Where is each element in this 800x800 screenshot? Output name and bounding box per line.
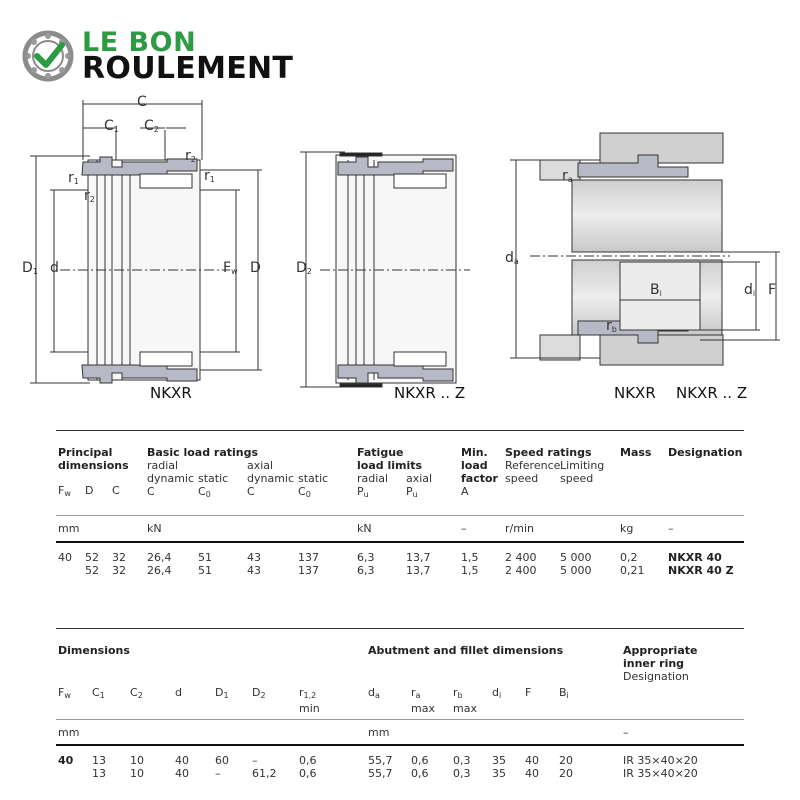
- t1-r2-pur: 6,3: [357, 564, 375, 577]
- dim-label-di: $d_i$: [744, 282, 756, 298]
- brand-logo: [22, 28, 302, 88]
- t1-rule-1: [56, 515, 744, 516]
- t1-head-fatigue: Fatigue load limits: [357, 446, 423, 472]
- caption-nkxr-z-1: NKXR .. Z: [394, 384, 466, 402]
- t1-r2-ca: 43: [247, 564, 261, 577]
- t2-r2-d2: 61,2: [252, 767, 277, 780]
- caption-nkxr-z-2: NKXR .. Z: [676, 384, 748, 402]
- caption-nkxr-2: NKXR: [614, 384, 656, 402]
- t1-r1-c0r: 51: [198, 551, 212, 564]
- t1-r1-pur: 6,3: [357, 551, 375, 564]
- t2-unit-mm: mm: [58, 726, 80, 739]
- t2-col-bi: $B_i$: [559, 686, 569, 700]
- t2-col-fw: $F_w$: [58, 686, 71, 700]
- dim-label-ra: $r_a$: [562, 168, 573, 184]
- t1-head-basic: Basic load ratings: [147, 446, 259, 459]
- t1-r1-mass: 0,2: [620, 551, 638, 564]
- t2-col-d: d: [175, 686, 182, 699]
- t2-r2-d: 40: [175, 767, 189, 780]
- t1-unit-dash: –: [461, 522, 467, 535]
- t2-r1-di: 35: [492, 754, 506, 767]
- t2-r1-ra: 0,6: [411, 754, 429, 767]
- t1-col-d: D: [85, 484, 94, 497]
- t2-r1-c2: 10: [130, 754, 144, 767]
- dim-label-r2-top: $r_2$: [185, 148, 196, 164]
- t1-head-speed: Speed ratings: [505, 446, 592, 459]
- t1-head-radial: radial: [147, 459, 179, 472]
- t1-r1-lim: 5 000: [560, 551, 592, 564]
- t2-unit-mm2: mm: [368, 726, 390, 739]
- t1-col-lim: speed: [560, 472, 594, 485]
- t1-col-pu-a: axial $P_u$: [406, 472, 433, 499]
- t1-unit-dash2: –: [668, 522, 674, 535]
- t1-r1-ca: 43: [247, 551, 261, 564]
- t1-r1-a: 1,5: [461, 551, 479, 564]
- t1-head-principal: Principal dimensions: [58, 446, 129, 472]
- t2-head-dimensions: Dimensions: [58, 644, 130, 657]
- dim-label-bi: $B_i$: [650, 282, 662, 298]
- t2-col-di: $d_i$: [492, 686, 502, 700]
- t1-unit-rmin: r/min: [505, 522, 534, 535]
- t2-r1-bi: 20: [559, 754, 573, 767]
- t1-col-pu-r: radial $P_u$: [357, 472, 389, 499]
- t1-r1-d: 52: [85, 551, 99, 564]
- t1-unit-kg: kg: [620, 522, 634, 535]
- t1-r1-pua: 13,7: [406, 551, 431, 564]
- dim-label-da: $d_a$: [505, 250, 519, 266]
- dim-label-outer-d: D: [250, 260, 261, 276]
- t2-rule-1: [56, 719, 744, 720]
- t2-r2-c2: 10: [130, 767, 144, 780]
- t1-col-ref: speed: [505, 472, 539, 485]
- t2-head-inner-ring: Appropriate inner ring: [623, 644, 698, 670]
- dim-label-fw: $F_w$: [223, 260, 238, 276]
- table1-top-rule: [56, 430, 744, 431]
- t2-col-c1: $C_1$: [92, 686, 105, 700]
- t1-unit-mm: mm: [58, 522, 80, 535]
- t1-r1-c0a: 137: [298, 551, 319, 564]
- brand-line2: ROULEMENT: [82, 51, 294, 86]
- t1-r1-fw: 40: [58, 551, 72, 564]
- t1-col-stat-r: static $C_0$: [198, 472, 229, 499]
- t2-r1-d2: –: [252, 754, 258, 767]
- t2-r1-rb: 0,3: [453, 754, 471, 767]
- t2-r1-d1: 60: [215, 754, 229, 767]
- t2-r2-c1: 13: [92, 767, 106, 780]
- t2-r2-d1: –: [215, 767, 221, 780]
- dim-label-d: d: [50, 260, 59, 276]
- t1-r2-cr: 26,4: [147, 564, 172, 577]
- t1-r2-a: 1,5: [461, 564, 479, 577]
- t2-r1-fw: 40: [58, 754, 74, 767]
- t2-col-ra: $r_a$ max: [411, 686, 435, 715]
- t2-r2-f: 40: [525, 767, 539, 780]
- t1-r2-d: 52: [85, 564, 99, 577]
- bearing-drawings: [0, 90, 800, 420]
- t1-r2-lim: 5 000: [560, 564, 592, 577]
- t2-r1-ring: IR 35×40×20: [623, 754, 698, 767]
- dim-label-c1: $C_1$: [104, 118, 119, 134]
- t1-r1-ref: 2 400: [505, 551, 537, 564]
- dim-label-r1-left: $r_1$: [68, 170, 79, 186]
- t1-r2-c: 32: [112, 564, 126, 577]
- t1-r1-c: 32: [112, 551, 126, 564]
- t2-col-da: $d_a$: [368, 686, 380, 700]
- t1-head-designation: Designation: [668, 446, 743, 459]
- dim-label-c2: $C_2$: [144, 118, 159, 134]
- t2-r1-c1: 13: [92, 754, 106, 767]
- t2-r2-bi: 20: [559, 767, 573, 780]
- t2-col-c2: $C_2$: [130, 686, 143, 700]
- dim-label-d2: $D_2$: [296, 260, 312, 276]
- t1-unit-kn: kN: [147, 522, 162, 535]
- t1-col-dyn-r: dynamic C: [147, 472, 195, 498]
- t1-unit-kn2: kN: [357, 522, 372, 535]
- t2-r2-da: 55,7: [368, 767, 393, 780]
- t1-col-dyn-a: dynamic C: [247, 472, 295, 498]
- dim-label-f: F: [768, 282, 777, 298]
- t1-head-axial: axial: [247, 459, 274, 472]
- t1-r2-pua: 13,7: [406, 564, 431, 577]
- t1-r2-ref: 2 400: [505, 564, 537, 577]
- t1-col-fw: $F_w$: [58, 484, 71, 498]
- t2-col-rb: $r_b$ max: [453, 686, 477, 715]
- caption-nkxr-1: NKXR: [150, 384, 192, 402]
- t2-head-abutment: Abutment and fillet dimensions: [368, 644, 564, 657]
- t2-r1-r12: 0,6: [299, 754, 317, 767]
- t1-r2-designation: NKXR 40 Z: [668, 564, 734, 577]
- t1-r1-cr: 26,4: [147, 551, 172, 564]
- t1-head-speed-lim: Limiting: [560, 459, 605, 472]
- t1-r1-designation: NKXR 40: [668, 551, 722, 564]
- brand-line1: LE BON: [82, 27, 197, 58]
- dim-label-r2-left: $r_2$: [84, 188, 95, 204]
- t2-r2-di: 35: [492, 767, 506, 780]
- table2-top-rule: [56, 628, 744, 629]
- dim-label-c: C: [137, 94, 147, 110]
- t2-r2-rb: 0,3: [453, 767, 471, 780]
- t2-r1-da: 55,7: [368, 754, 393, 767]
- t2-r1-f: 40: [525, 754, 539, 767]
- t1-r2-c0r: 51: [198, 564, 212, 577]
- t1-col-a: A: [461, 485, 469, 498]
- t1-r2-mass: 0,21: [620, 564, 645, 577]
- t1-rule-2: [56, 541, 744, 543]
- bearing-check-icon: [22, 30, 74, 82]
- t1-r2-c0a: 137: [298, 564, 319, 577]
- t2-col-f: F: [525, 686, 532, 699]
- t2-head-designation: Designation: [623, 670, 689, 683]
- t2-r2-ra: 0,6: [411, 767, 429, 780]
- t1-head-speed-ref: Reference: [505, 459, 561, 472]
- t2-r2-ring: IR 35×40×20: [623, 767, 698, 780]
- t2-r1-d: 40: [175, 754, 189, 767]
- t2-rule-2: [56, 744, 744, 746]
- t2-col-d2: $D_2$: [252, 686, 266, 700]
- t2-col-r12: $r_{1,2}$ min: [299, 686, 320, 715]
- t2-r2-r12: 0,6: [299, 767, 317, 780]
- t2-unit-dash: –: [623, 726, 629, 739]
- t1-col-c: C: [112, 484, 120, 497]
- t2-col-d1: $D_1$: [215, 686, 229, 700]
- t1-head-minload: Min. load factor: [461, 446, 498, 485]
- dim-label-rb: $r_b$: [606, 318, 617, 334]
- dim-label-d1: $D_1$: [22, 260, 38, 276]
- t1-head-mass: Mass: [620, 446, 652, 459]
- t1-col-stat-a: static $C_0$: [298, 472, 329, 499]
- dim-label-r1-right: $r_1$: [204, 168, 215, 184]
